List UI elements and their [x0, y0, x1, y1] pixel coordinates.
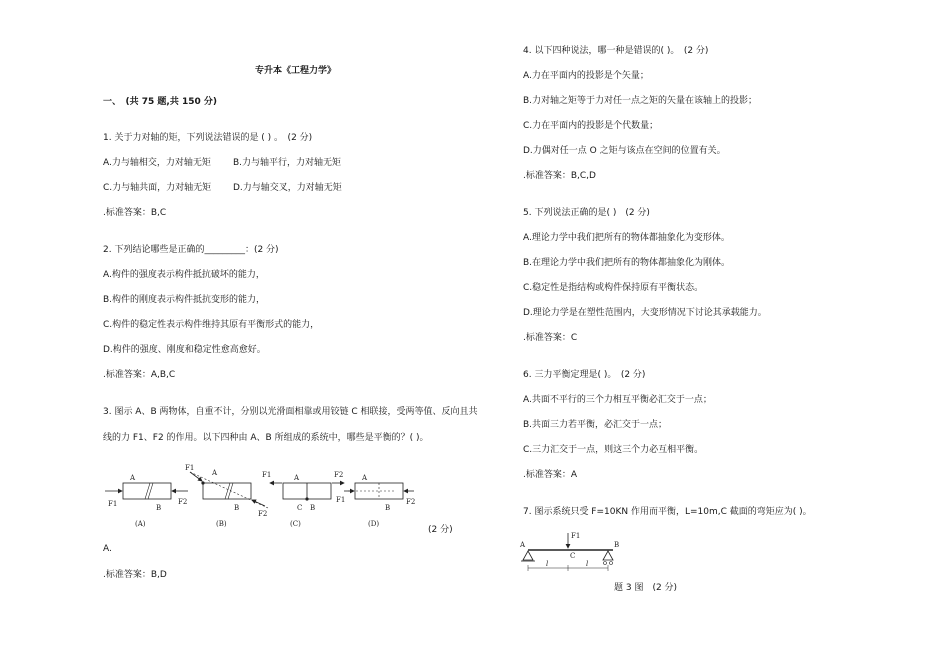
question-4-option-d: D.力偶对任一点 O 之矩与该点在空间的位置有关。: [523, 146, 726, 156]
beam-label-l-left: l: [546, 560, 549, 568]
question-4-option-a: A.力在平面内的投影是个矢量；: [523, 71, 649, 81]
question-2-option-c: C.构件的稳定性表示构件维持其原有平衡形式的能力，: [103, 320, 320, 330]
question-1-stem: 1. 关于力对轴的矩，下列说法错误的是 ( ) 。 (2 分): [103, 133, 313, 143]
label-b: B: [234, 504, 240, 512]
label-f2: F2: [178, 498, 188, 506]
beam-label-c: C: [570, 552, 576, 560]
beam-label-a: A: [520, 541, 526, 549]
caption-b: (B): [216, 520, 227, 528]
label-b: B: [385, 504, 391, 512]
question-4-stem: 4. 以下四种说法，哪一种是错误的( )。 (2 分): [523, 46, 709, 56]
question-3-option-a: A.: [103, 544, 112, 554]
question-4-option-c: C.力在平面内的投影是个代数量；: [523, 121, 659, 131]
question-2-option-a: A.构件的强度表示构件抵抗破坏的能力，: [103, 270, 265, 280]
question-5-option-b: B.在理论力学中我们把所有的物体都抽象化为刚体。: [523, 258, 731, 268]
label-b: B: [310, 504, 316, 512]
question-3-answer: .标准答案：B,D: [103, 570, 167, 580]
label-f2: F2: [334, 471, 344, 479]
question-3-stem-line2: 线的力 F1、F2 的作用。以下四种由 A、B 所组成的系统中，哪些是平衡的？( )。: [103, 433, 429, 443]
question-1-answer: .标准答案：B,C: [103, 208, 167, 218]
question-2-stem: 2. 下列结论哪些是正确的_________：(2 分): [103, 245, 279, 255]
question-6-option-a: A.共面不平行的三个力相互平衡必汇交于一点；: [523, 395, 712, 405]
figure-case-a: [105, 474, 188, 528]
question-2-answer: .标准答案：A,B,C: [103, 370, 176, 380]
beam-label-f: F1: [571, 532, 581, 540]
label-f2: F2: [258, 510, 268, 518]
question-5-option-c: C.稳定性是指结构或构件保持原有平衡状态。: [523, 283, 704, 293]
question-4-answer: .标准答案：B,C,D: [523, 171, 596, 181]
question-1-option-c: C.力与轴共面，力对轴无矩: [103, 183, 212, 193]
question-7-beam-figure: [518, 530, 628, 580]
question-1-option-d: D.力与轴交叉，力对轴无矩: [233, 183, 342, 193]
caption-d: (D): [368, 520, 380, 528]
label-f1: F1: [108, 500, 118, 508]
question-3-figure: [100, 460, 430, 535]
beam-label-l-right: l: [586, 560, 589, 568]
question-5-option-d: D.理论力学是在塑性范围内，大变形情况下讨论其承载能力。: [523, 308, 767, 318]
question-1-option-a: A.力与轴相交，力对轴无矩: [103, 158, 211, 168]
label-c: C: [297, 504, 303, 512]
question-6-answer: .标准答案：A: [523, 470, 578, 480]
label-a: A: [212, 469, 218, 477]
question-6-stem: 6. 三力平衡定理是( )。 (2 分): [523, 370, 646, 380]
question-7-caption: 题 3 图 (2 分): [614, 583, 678, 593]
label-a: A: [130, 474, 136, 482]
question-5-answer: .标准答案：C: [523, 333, 578, 343]
caption-a: (A): [135, 520, 146, 528]
label-f1: F1: [336, 496, 346, 504]
question-2-option-b: B.构件的刚度表示构件抵抗变形的能力，: [103, 295, 266, 305]
figure-case-d: [336, 474, 415, 528]
question-1-option-b: B.力与轴平行，力对轴无矩: [233, 158, 342, 168]
question-3-stem-line1: 3. 图示 A、B 两物体，自重不计，分别以光滑面相靠或用铰链 C 相联接，受两等值、反向且共: [103, 407, 478, 417]
section-heading: 一、 (共 75 题,共 150 分): [103, 97, 217, 107]
label-a: A: [362, 474, 368, 482]
question-2-option-d: D.构件的强度、刚度和稳定性愈高愈好。: [103, 345, 266, 355]
figure-case-b: [185, 464, 268, 528]
question-4-option-b: B.力对轴之矩等于力对任一点之矩的矢量在该轴上的投影；: [523, 96, 758, 106]
question-7-stem: 7. 图示系统只受 F=10KN 作用而平衡，L=10m,C 截面的弯矩应为( )。: [523, 507, 812, 517]
label-b: B: [156, 504, 162, 512]
label-f1: F1: [185, 464, 195, 472]
question-5-stem: 5. 下列说法正确的是( ) (2 分): [523, 208, 650, 218]
figure-case-c: [262, 471, 344, 528]
caption-c: (C): [290, 520, 301, 528]
label-a: A: [294, 474, 300, 482]
beam-label-b: B: [614, 541, 620, 549]
label-f2: F2: [406, 498, 416, 506]
question-5-option-a: A.理论力学中我们把所有的物体都抽象化为变形体。: [523, 233, 730, 243]
label-f1: F1: [262, 471, 272, 479]
question-6-option-c: C.三力汇交于一点，则这三个力必互相平衡。: [523, 445, 704, 455]
question-6-option-b: B.共面三力若平衡，必汇交于一点；: [523, 420, 668, 430]
question-3-score: (2 分): [428, 525, 453, 535]
page-title: 专升本《工程力学》: [255, 66, 337, 76]
